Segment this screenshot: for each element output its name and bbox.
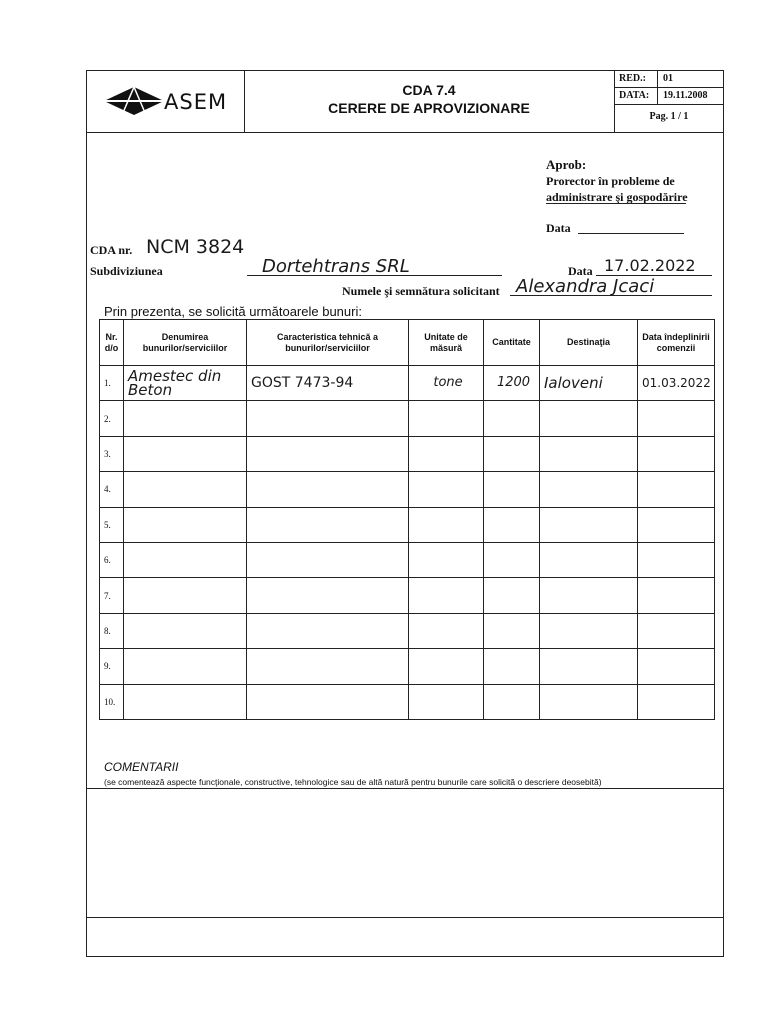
cell-date (638, 472, 715, 507)
subdiv-label: Subdiviziunea (90, 264, 163, 278)
cell-nr: 8. (100, 613, 124, 648)
cell-unit: tone (409, 366, 484, 401)
logo (86, 70, 245, 132)
cell-date (638, 401, 715, 436)
cell-unit (409, 613, 484, 648)
items-table (99, 319, 715, 720)
cell-unit (409, 684, 484, 719)
cell-qty (484, 472, 540, 507)
cell-qty (484, 578, 540, 613)
cell-dest (540, 436, 638, 471)
table-row (100, 507, 715, 542)
approve-title: Aprob: (546, 157, 587, 172)
cell-date: 01.03.2022 (638, 366, 715, 401)
cell-spec: GOST 7473-94 (247, 366, 409, 401)
cell-name (124, 401, 247, 436)
comments-bottom-divider (86, 917, 724, 918)
title-block (244, 70, 615, 132)
document-header (86, 70, 724, 133)
data-label: DATA: (619, 90, 650, 101)
cell-name (124, 578, 247, 613)
cell-date (638, 542, 715, 577)
table-row (100, 366, 715, 401)
cell-unit (409, 436, 484, 471)
approval-signature-line (546, 203, 686, 204)
cell-dest (540, 507, 638, 542)
intro-text: Prin prezenta, se solicită următoarele bunuri: (104, 304, 362, 319)
table-row (100, 649, 715, 684)
cell-qty (484, 613, 540, 648)
cell-qty (484, 507, 540, 542)
cell-name: Amestec din Beton (124, 366, 247, 401)
comments-divider (86, 788, 724, 789)
form-code: CDA 7.4 (402, 82, 456, 98)
cell-name (124, 507, 247, 542)
table-header-row (100, 320, 715, 366)
cell-nr: 2. (100, 401, 124, 436)
cell-unit (409, 578, 484, 613)
solicitant-label: Numele şi semnătura solicitant (342, 284, 500, 298)
comments-note: (se comentează aspecte funcţionale, constructive, tehnologice sau de altă natură pentru bunurile care solicită o descriere deosebită) (104, 777, 602, 787)
cell-nr: 6. (100, 542, 124, 577)
red-value: 01 (657, 70, 673, 87)
cell-spec (247, 684, 409, 719)
cell-qty (484, 684, 540, 719)
cell-unit (409, 401, 484, 436)
cell-nr: 1. (100, 366, 124, 401)
col-date: Data îndeplinirii comenzii (638, 320, 715, 366)
table-row (100, 684, 715, 719)
approval-block (546, 157, 688, 205)
cell-dest (540, 613, 638, 648)
table-row (100, 401, 715, 436)
cell-name (124, 542, 247, 577)
approve-date-label: Data (546, 221, 571, 235)
cell-spec (247, 507, 409, 542)
cell-date (638, 436, 715, 471)
table-row (100, 542, 715, 577)
comments-title: COMENTARII (104, 760, 179, 774)
approve-date-line (578, 233, 684, 234)
cell-date (638, 507, 715, 542)
request-date-value: 17.02.2022 (604, 256, 696, 275)
cell-name (124, 684, 247, 719)
cell-nr: 9. (100, 649, 124, 684)
cell-date (638, 578, 715, 613)
cell-name (124, 649, 247, 684)
cell-date (638, 684, 715, 719)
table-row (100, 436, 715, 471)
cell-spec (247, 436, 409, 471)
col-name: Denumirea bunurilor/serviciilor (124, 320, 247, 366)
cell-dest (540, 542, 638, 577)
cell-qty (484, 542, 540, 577)
cell-name (124, 613, 247, 648)
cell-name (124, 436, 247, 471)
cell-unit (409, 472, 484, 507)
table-row (100, 613, 715, 648)
col-qty: Cantitate (484, 320, 540, 366)
asem-logo-icon (102, 85, 166, 117)
red-label: RED.: (619, 73, 646, 84)
cell-date (638, 649, 715, 684)
cell-dest (540, 684, 638, 719)
data-value: 19.11.2008 (657, 87, 707, 104)
cda-label: CDA nr. (90, 243, 133, 257)
cell-qty (484, 401, 540, 436)
cell-spec (247, 649, 409, 684)
cell-nr: 3. (100, 436, 124, 471)
approve-line-2: administrare şi gospodărire (546, 190, 688, 204)
cell-qty: 1200 (484, 366, 540, 401)
cell-unit (409, 507, 484, 542)
table-row (100, 472, 715, 507)
cell-spec (247, 613, 409, 648)
cell-nr: 5. (100, 507, 124, 542)
cell-nr: 4. (100, 472, 124, 507)
col-nr: Nr. d/o (100, 320, 124, 366)
table-row (100, 578, 715, 613)
col-spec: Caracteristica tehnică a bunurilor/serviciilor (247, 320, 409, 366)
cell-unit (409, 649, 484, 684)
cell-dest (540, 472, 638, 507)
cell-spec (247, 542, 409, 577)
cell-name (124, 472, 247, 507)
cell-dest (540, 401, 638, 436)
revision-block (614, 70, 724, 132)
cell-date (638, 613, 715, 648)
cell-nr: 7. (100, 578, 124, 613)
cell-dest (540, 578, 638, 613)
col-dest: Destinaţia (540, 320, 638, 366)
cell-nr: 10. (100, 684, 124, 719)
request-date-label: Data (568, 264, 593, 278)
form-title: CERERE DE APROVIZIONARE (328, 100, 530, 116)
cell-spec (247, 578, 409, 613)
cell-spec (247, 472, 409, 507)
logo-text: ASEM (164, 90, 228, 114)
cell-dest: Ialoveni (540, 366, 638, 401)
solicitant-signature: Alexandra Jcaci (516, 276, 655, 297)
cell-spec (247, 401, 409, 436)
approve-line-1: Prorector în probleme de (546, 174, 675, 188)
subdiv-value: Dortehtrans SRL (262, 256, 410, 277)
col-unit: Unitate de măsură (409, 320, 484, 366)
page-number: Pag. 1 / 1 (649, 111, 689, 122)
cell-dest (540, 649, 638, 684)
cda-number: NCM 3824 (146, 236, 245, 258)
cell-unit (409, 542, 484, 577)
cell-qty (484, 436, 540, 471)
cell-qty (484, 649, 540, 684)
